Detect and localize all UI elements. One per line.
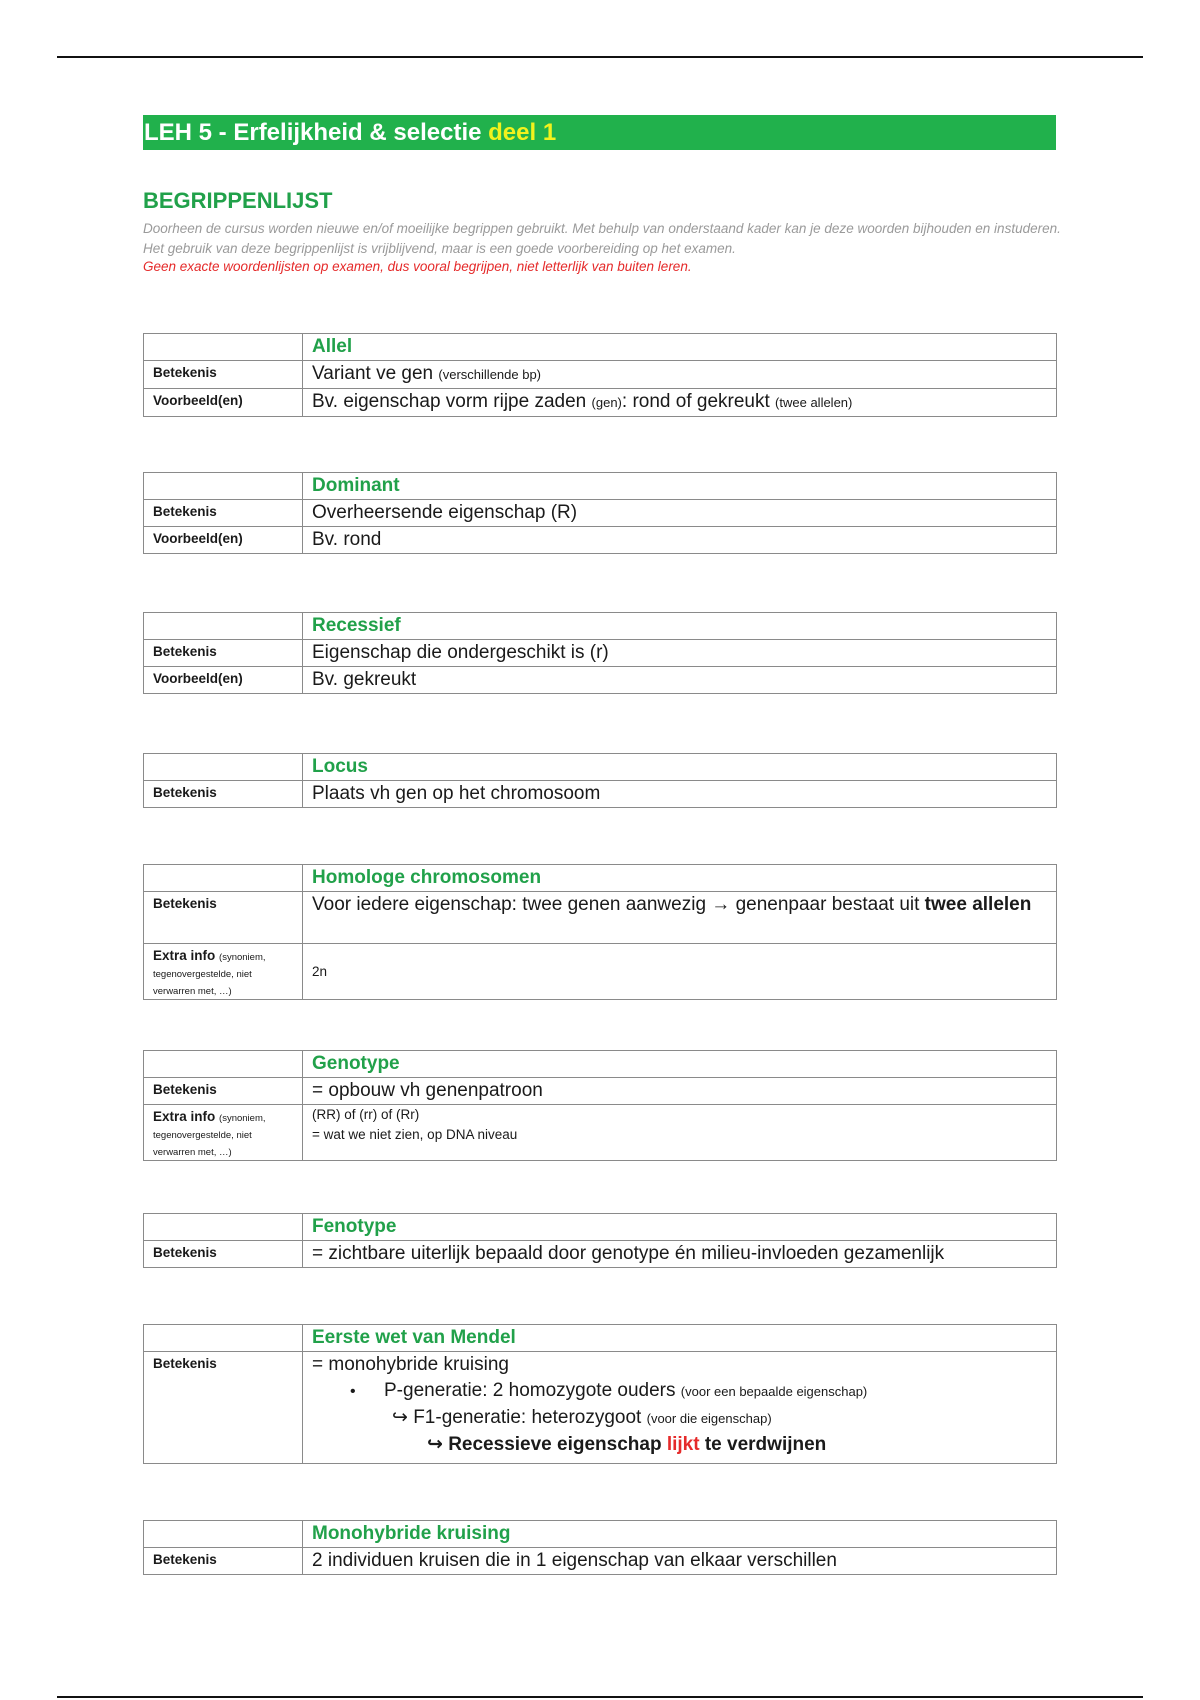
term-table-eerste-wet-mendel	[143, 1324, 1057, 1464]
term-extra-info: (RR) of (rr) of (Rr) = wat we niet zien, op DNA niveau	[303, 1105, 1057, 1161]
row-label-extra: Extra info (synoniem, tegenovergestelde, niet verwarren met, …)	[144, 1105, 303, 1161]
term-definition: Voor iedere eigenschap: twee genen aanwezig → genenpaar bestaat uit twee allelen	[303, 892, 1057, 944]
row-label: Voorbeeld(en)	[144, 667, 303, 694]
term-table-dominant	[143, 472, 1057, 554]
section-title: BEGRIPPENLIJST	[143, 188, 333, 213]
term-definition: = monohybride kruising • P-generatie: 2 homozygote ouders (voor een bepaalde eigenschap) ↪ F1-generatie: heterozygoot (voor die eigenschap) ↪ Recessieve eigenschap lijkt te verdwijnen	[303, 1352, 1057, 1464]
page-title-highlight: deel 1	[488, 119, 557, 146]
bullet-icon: •	[350, 1383, 356, 1400]
row-label: Betekenis	[144, 1241, 303, 1268]
term-table-monohybride-kruising	[143, 1520, 1057, 1575]
row-label: Voorbeeld(en)	[144, 389, 303, 417]
term-title: Fenotype	[303, 1214, 1057, 1241]
intro-text: Doorheen de cursus worden nieuwe en/of moeilijke begrippen gebruikt. Met behulp van onderstaand kader kan je deze woorden bijhouden en instuderen. Het gebruik van deze begrippenlijst is vrijblijvend, maar is een goede voorbereiding op het examen.	[143, 221, 1061, 256]
term-title: Allel	[303, 334, 1057, 361]
term-definition: 2 individuen kruisen die in 1 eigenschap van elkaar verschillen	[303, 1548, 1057, 1575]
term-extra-info: 2n	[303, 944, 1057, 1000]
top-rule	[57, 56, 1143, 58]
term-table-locus	[143, 753, 1057, 808]
term-title: Dominant	[303, 473, 1057, 500]
term-title: Homologe chromosomen	[303, 865, 1057, 892]
term-definition: Plaats vh gen op het chromosoom	[303, 781, 1057, 808]
row-label: Betekenis	[144, 1548, 303, 1575]
row-label: Betekenis	[144, 781, 303, 808]
hook-arrow-icon: ↪	[427, 1434, 443, 1455]
term-example: Bv. eigenschap vorm rijpe zaden (gen): rond of gekreukt (twee allelen)	[303, 389, 1057, 417]
page-title-banner	[143, 115, 1056, 150]
term-table-recessief	[143, 612, 1057, 694]
hook-arrow-icon: ↪	[392, 1407, 408, 1428]
row-label: Voorbeeld(en)	[144, 527, 303, 554]
term-table-homologe-chromosomen	[143, 864, 1057, 1000]
row-label: Betekenis	[144, 500, 303, 527]
row-label: Betekenis	[144, 892, 303, 944]
term-table-genotype	[143, 1050, 1057, 1161]
row-label: Betekenis	[144, 1352, 303, 1464]
term-definition: = zichtbare uiterlijk bepaald door genotype én milieu-invloeden gezamenlijk	[303, 1241, 1057, 1268]
term-table-allel	[143, 333, 1057, 417]
arrow-right-icon: →	[711, 894, 731, 915]
row-label-extra: Extra info (synoniem, tegenovergestelde, niet verwarren met, …)	[144, 944, 303, 1000]
term-title: Genotype	[303, 1051, 1057, 1078]
term-definition: Variant ve gen (verschillende bp)	[303, 361, 1057, 389]
page-title: LEH 5 - Erfelijkheid & selectie	[144, 119, 489, 146]
term-title: Eerste wet van Mendel	[303, 1325, 1057, 1352]
term-title: Locus	[303, 754, 1057, 781]
term-title: Recessief	[303, 613, 1057, 640]
warning-text: Geen exacte woordenlijsten op examen, dus vooral begrijpen, niet letterlijk van buiten leren.	[143, 259, 692, 274]
term-definition: Eigenschap die ondergeschikt is (r)	[303, 640, 1057, 667]
row-label: Betekenis	[144, 1078, 303, 1105]
term-title: Monohybride kruising	[303, 1521, 1057, 1548]
row-label: Betekenis	[144, 640, 303, 667]
term-definition: = opbouw vh genenpatroon	[303, 1078, 1057, 1105]
term-example: Bv. rond	[303, 527, 1057, 554]
bottom-rule	[57, 1696, 1143, 1698]
row-label: Betekenis	[144, 361, 303, 389]
term-table-fenotype	[143, 1213, 1057, 1268]
term-definition: Overheersende eigenschap (R)	[303, 500, 1057, 527]
term-example: Bv. gekreukt	[303, 667, 1057, 694]
